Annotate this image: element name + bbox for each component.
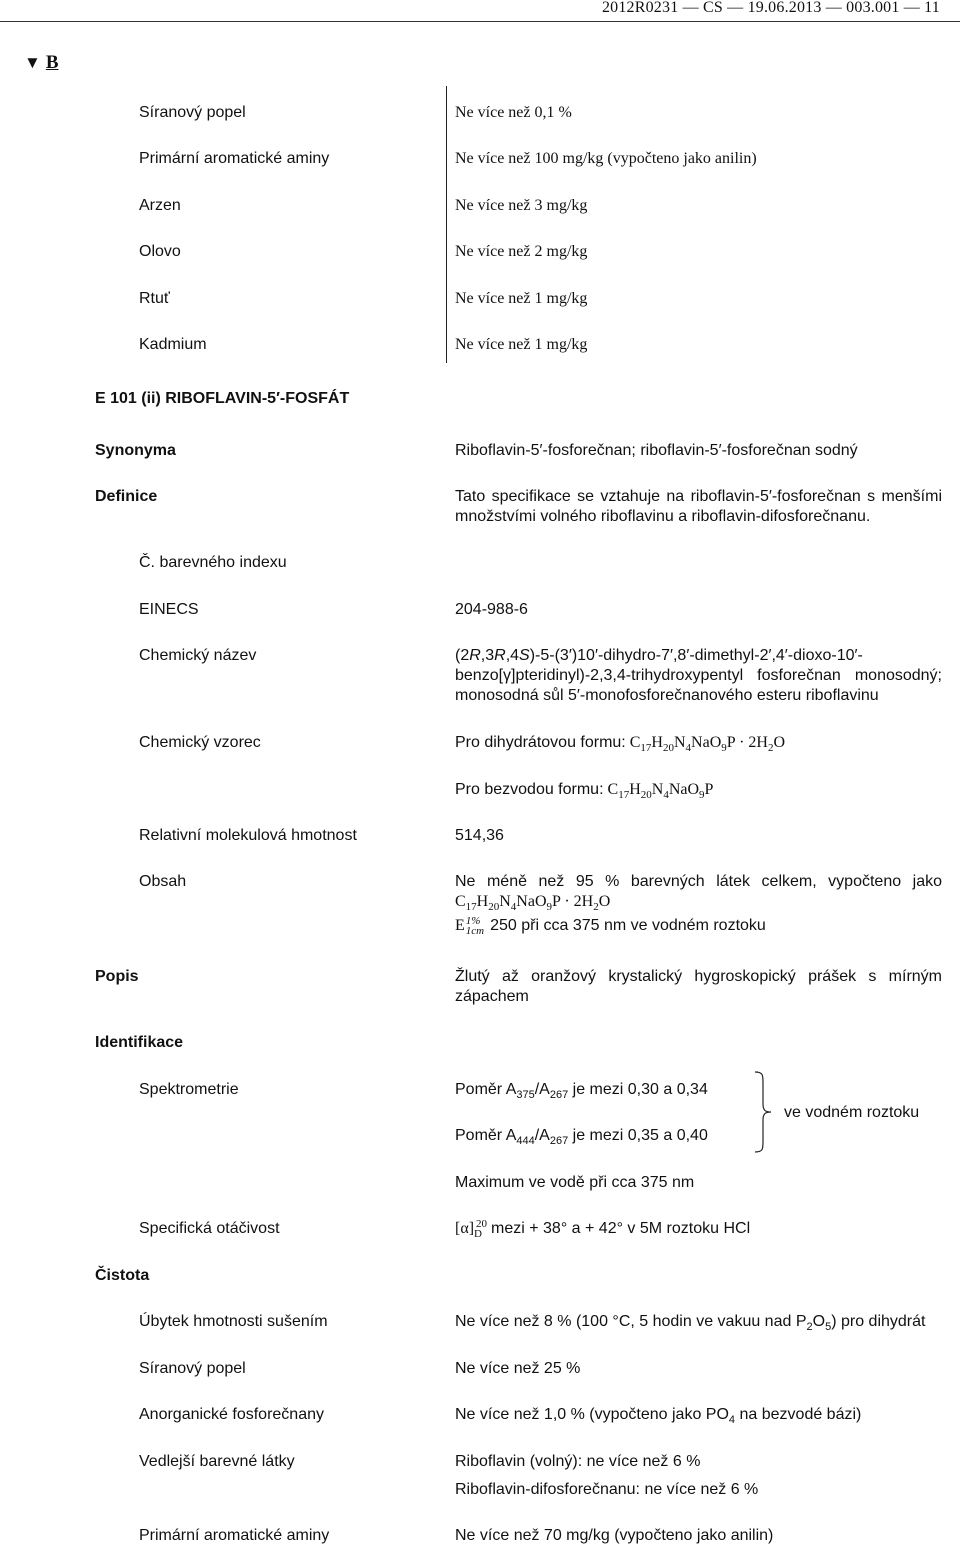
row-value-mercury: Ne více než 1 mg/kg [455, 290, 588, 307]
molecular-weight-value: 514,36 [455, 827, 504, 844]
aromatic-amines-label: Primární aromatické aminy [139, 1527, 330, 1544]
section-title: E 101 (ii) RIBOFLAVIN-5′-FOSFÁT [95, 390, 350, 407]
chemical-name-value: (2R,3R,4S)-5-(3′)10′-dihydro-7′,8′-dimethyl-2′,4′-dioxo-10′- benzo[γ]pteridinyl)-2,3,4-trihydroxypentyl fosforečnan monosodný; monosodná sůl 5′-monofosforečnanového esteru riboflavinu [455, 647, 942, 704]
row-value-arsenic: Ne více než 3 mg/kg [455, 197, 588, 214]
row-value-lead: Ne více než 2 mg/kg [455, 243, 588, 260]
definition-text: Tato specifikace se vztahuje na riboflavin-5′-fosforečnan s menšími množstvími volného riboflavinu a riboflavin-difosforečnanu. [455, 488, 942, 525]
formula-anhydrous: Pro bezvodou formu: $C_{17}H_{20}N_4NaO_9P$ [455, 781, 714, 802]
inorganic-phosphates-value: Ne více než 1,0 % (vypočteno jako $PO_4$ na bezvodé bázi) [455, 1406, 862, 1427]
synonyms-label: Synonyma [95, 442, 176, 459]
aromatic-amines-value: Ne více než 70 mg/kg (vypočteno jako anilin) [455, 1527, 774, 1544]
identification-label: Identifikace [95, 1034, 184, 1051]
row-label-mercury: Rtuť [139, 290, 170, 307]
purity-label: Čistota [95, 1267, 150, 1284]
spectrometry-label: Spektrometrie [139, 1081, 239, 1098]
row-value-sulfate-ash: Ne více než 0,1 % [455, 104, 572, 121]
molecular-weight-label: Relativní molekulová hmotnost [139, 827, 357, 844]
assay-value: Ne méně než 95 % barevných látek celkem, vypočteno jako $C_{17}H_{20}N_4NaO_9P \cdot 2H_2O$ E 1% 1cm 250 při cca 375 nm ve vodném roztoku [455, 873, 942, 938]
document-reference: 2012R0231 — CS — 19.06.2013 — 003.001 — 11 [601, 0, 940, 16]
row-value-aromatic-amines: Ne více než 100 mg/kg (vypočteno jako anilin) [455, 150, 757, 167]
sulfated-ash-value: Ne více než 25 % [455, 1360, 581, 1377]
description-label: Popis [95, 968, 139, 985]
row-value-cadmium: Ne více než 1 mg/kg [455, 336, 588, 353]
sulfated-ash-label: Síranový popel [139, 1360, 246, 1377]
color-index-label: Č. barevného indexu [139, 554, 287, 571]
row-label-lead: Olovo [139, 243, 181, 260]
loss-on-drying-label: Úbytek hmotnosti sušením [139, 1313, 328, 1330]
page-header [0, 0, 960, 22]
chemical-formula-label: Chemický vzorec [139, 734, 261, 751]
triangle-down-icon: ▼ [24, 53, 41, 72]
row-label-arsenic: Arzen [139, 197, 181, 214]
assay-label: Obsah [139, 873, 187, 890]
row-label-aromatic-amines: Primární aromatické aminy [139, 150, 330, 167]
curly-brace-icon [752, 1071, 774, 1153]
subsidiary-colours-line1: Riboflavin (volný): ne více než 6 % [455, 1453, 701, 1470]
description-value: Žlutý až oranžový krystalický hygroskopický prášek s mírným zápachem [455, 968, 942, 1005]
absorbance-ratio-1: Poměr $A_{375}/A_{267}$ je mezi 0,30 a 0,34 [455, 1081, 708, 1102]
einecs-label: EINECS [139, 601, 199, 618]
specific-rotation-value: $[\alpha]_D^{20}$ mezi + 38° a + 42° v 5M roztoku HCl [455, 1217, 751, 1241]
column-divider [446, 86, 447, 363]
einecs-value: 204-988-6 [455, 601, 528, 618]
chemical-name-label: Chemický název [139, 647, 257, 664]
inorganic-phosphates-label: Anorganické fosforečnany [139, 1406, 324, 1423]
loss-on-drying-value: Ne více než 8 % (100 °C, 5 hodin ve vakuu nad $P_2O_5$) pro dihydrát [455, 1313, 926, 1334]
absorption-maximum: Maximum ve vodě při cca 375 nm [455, 1174, 695, 1191]
absorbance-ratio-2: Poměr $A_{444}/A_{267}$ je mezi 0,35 a 0,40 [455, 1127, 708, 1148]
synonyms-value: Riboflavin-5′-fosforečnan; riboflavin-5′-fosforečnan sodný [455, 442, 858, 459]
specific-rotation-label: Specifická otáčivost [139, 1220, 280, 1237]
row-label-sulfate-ash: Síranový popel [139, 104, 246, 121]
subsidiary-colours-label: Vedlejší barevné látky [139, 1453, 295, 1470]
formula-dihydrate: Pro dihydrátovou formu: $C_{17}H_{20}N_4NaO_9P \cdot 2H_2O$ [455, 734, 786, 755]
subsidiary-colours-line2: Riboflavin-difosforečnanu: ne více než 6 % [455, 1481, 759, 1498]
definition-label: Definice [95, 488, 158, 505]
amendment-marker [24, 52, 59, 74]
amendment-letter: B [45, 52, 59, 73]
ratio-solvent-note: ve vodném roztoku [784, 1104, 920, 1121]
row-label-cadmium: Kadmium [139, 336, 207, 353]
